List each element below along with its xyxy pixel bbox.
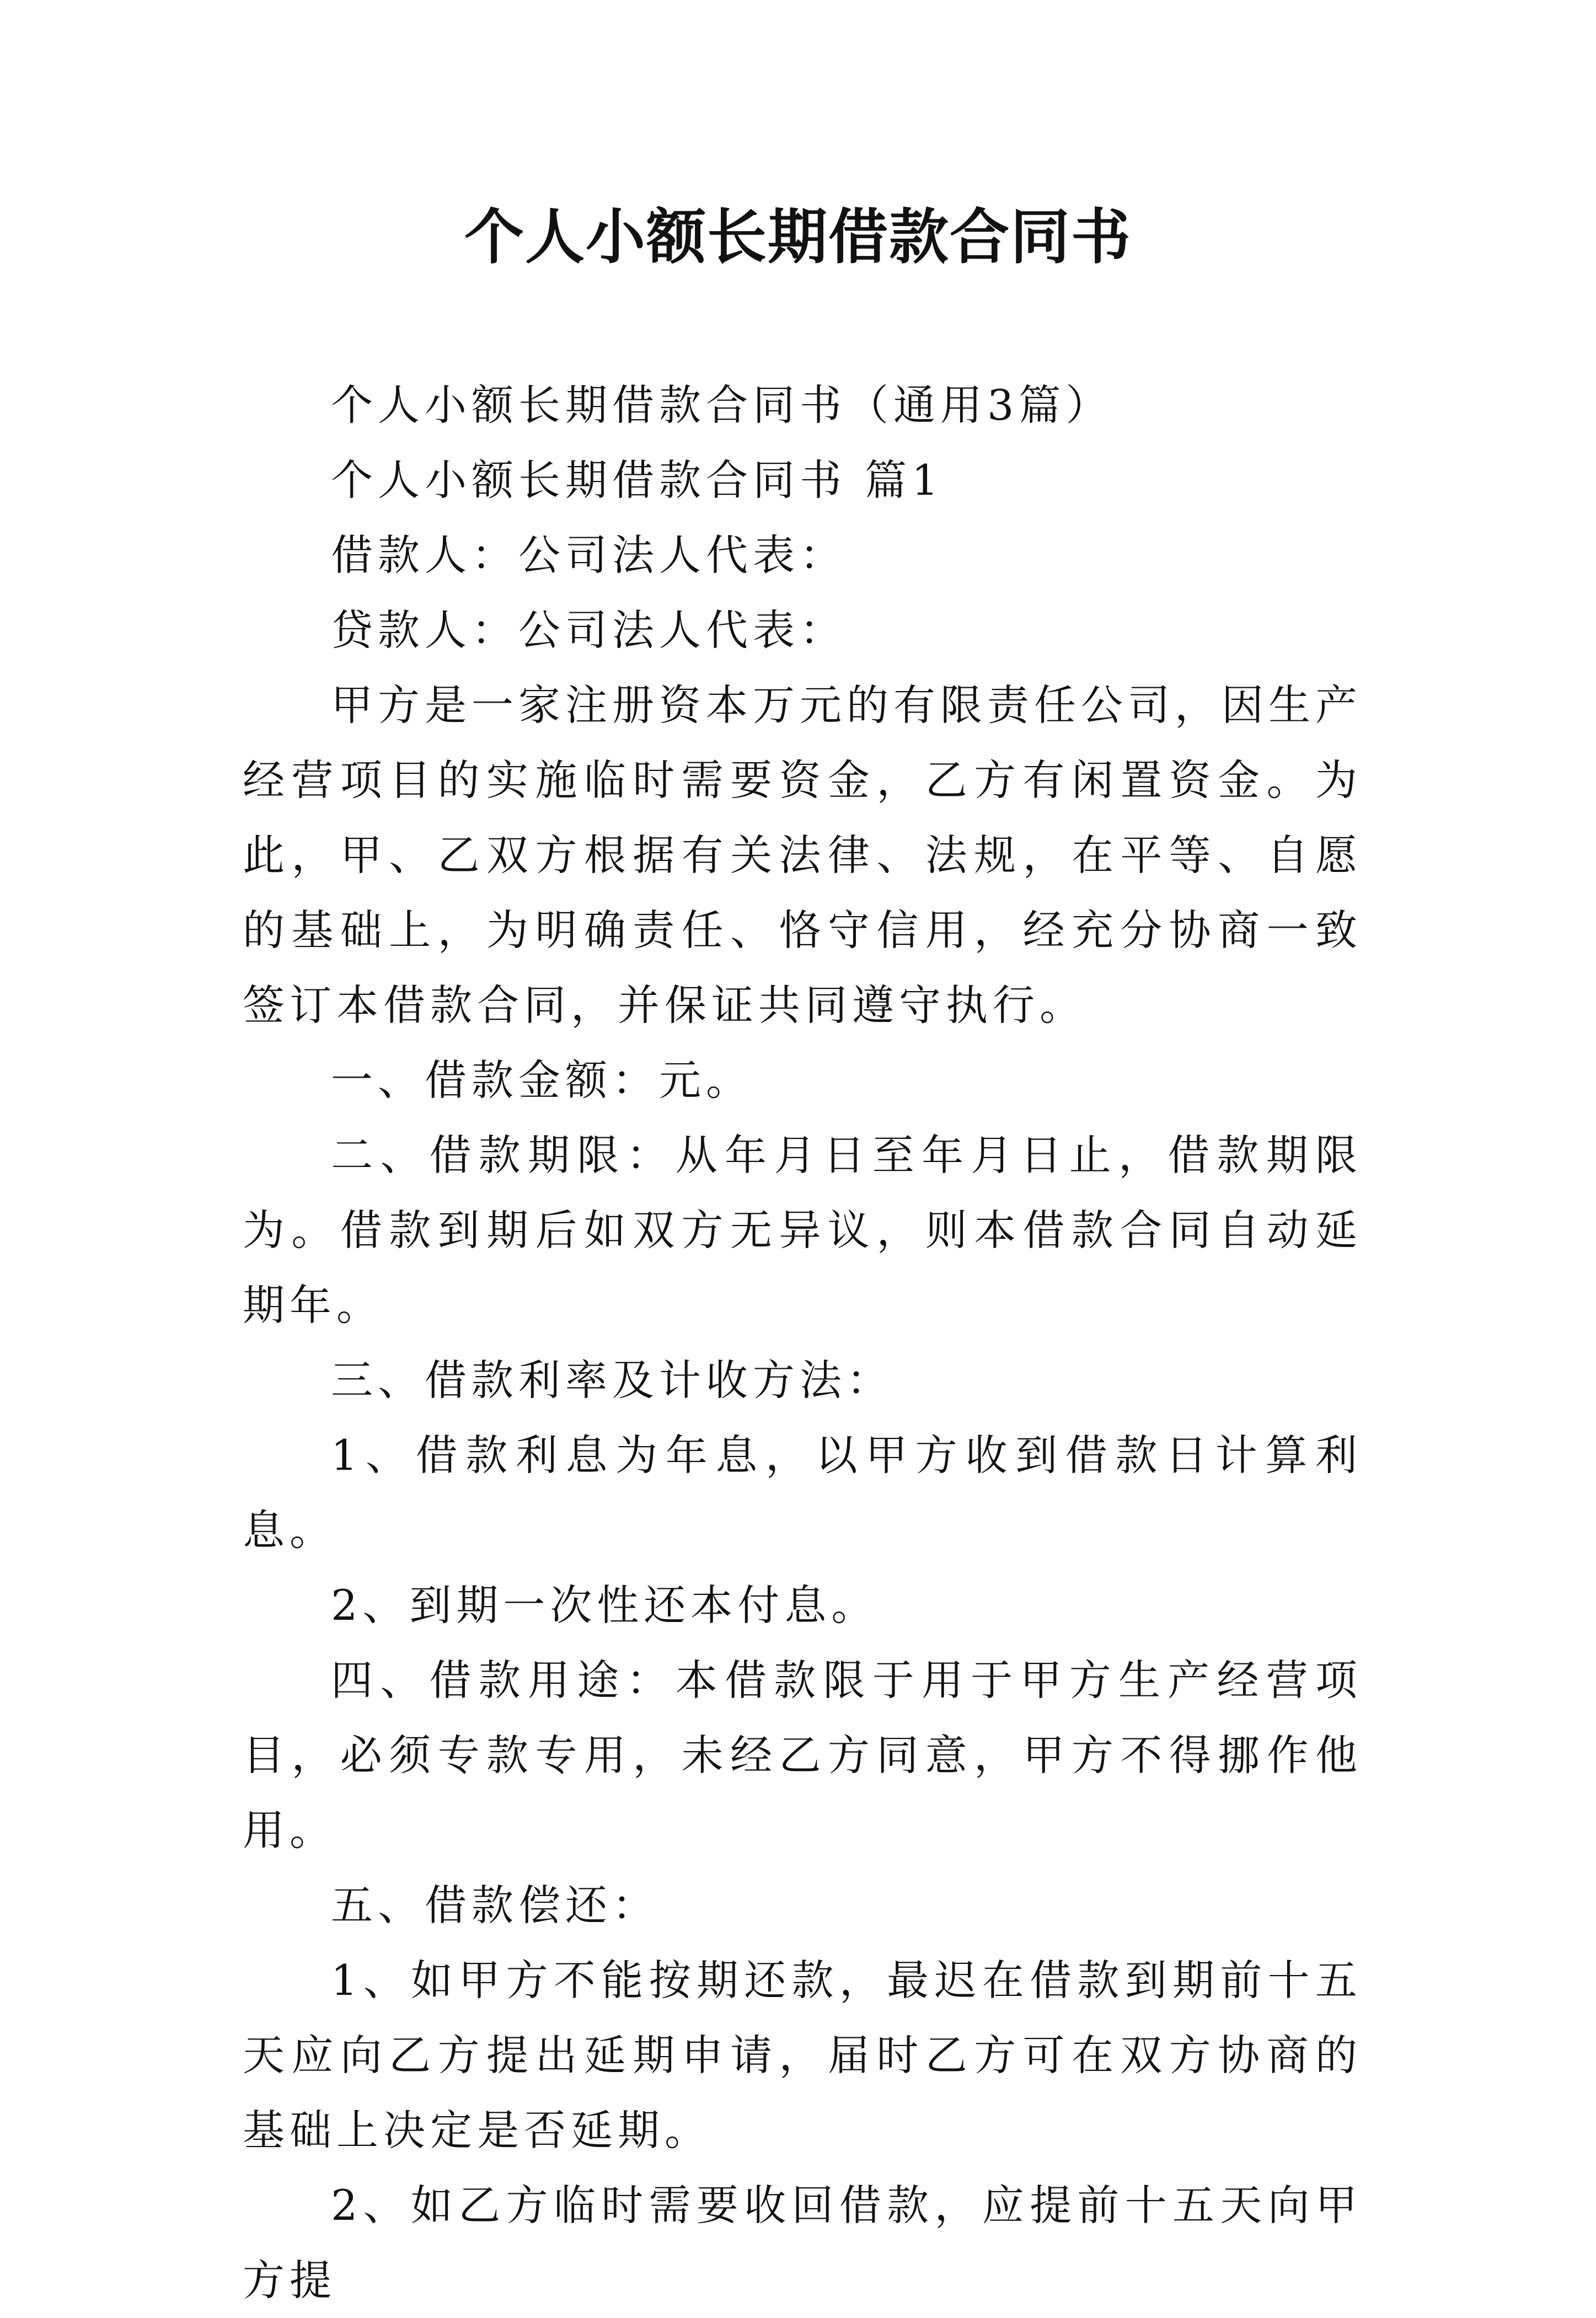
clause-interest-paragraph: 三、借款利率及计收方法： — [331, 1356, 893, 1405]
lender-paragraph: 贷款人：公司法人代表： — [331, 606, 847, 655]
section-heading-paragraph: 个人小额长期借款合同书 篇1 — [331, 456, 944, 505]
preamble-paragraph: 甲方是一家注册资本万元的有限责任公司，因生产经营项目的实施临时需要资金，乙方有闲置资金。为此，甲、乙双方根据有关法律、法规，在平等、自愿的基础上，为明确责任、恪守信用，经充分协商一致签订本借款合同，并保证共同遵守执行。 — [243, 681, 1362, 1030]
subtitle-paragraph: 个人小额长期借款合同书（通用3篇） — [331, 381, 1113, 430]
borrower-paragraph: 借款人：公司法人代表： — [331, 531, 847, 580]
document-body — [243, 368, 1362, 2318]
clause-purpose-paragraph: 四、借款用途：本借款限于用于甲方生产经营项目，必须专款专用，未经乙方同意，甲方不得挪作他用。 — [243, 1656, 1362, 1855]
interest-item-1-paragraph: 1、借款利息为年息，以甲方收到借款日计算利息。 — [243, 1431, 1362, 1555]
repayment-item-2-paragraph: 2、如乙方临时需要收回借款，应提前十五天向甲方提 — [243, 2181, 1362, 2305]
clause-repayment-paragraph: 五、借款偿还： — [331, 1881, 659, 1930]
repayment-item-1-paragraph: 1、如甲方不能按期还款，最迟在借款到期前十五天应向乙方提出延期申请，届时乙方可在双方协商的基础上决定是否延期。 — [243, 1956, 1362, 2155]
document-title: 个人小额长期借款合同书 — [464, 202, 1132, 272]
interest-item-2-paragraph: 2、到期一次性还本付息。 — [331, 1581, 879, 1630]
clause-amount-paragraph: 一、借款金额：元。 — [331, 1056, 753, 1105]
clause-term-paragraph: 二、借款期限：从年月日至年月日止，借款期限为。借款到期后如双方无异议，则本借款合同自动延期年。 — [243, 1131, 1362, 1330]
